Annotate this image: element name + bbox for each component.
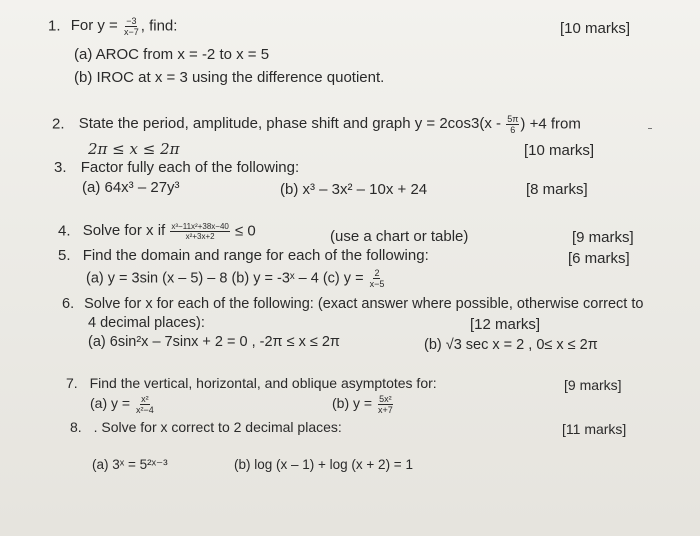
q4-stem-pre: Solve for x if <box>82 222 166 240</box>
q3-number: 3. <box>54 159 67 176</box>
q2-line <box>52 114 581 135</box>
q7-number: 7. <box>66 375 78 391</box>
q8-part-b: (b) log (x – 1) + log (x + 2) = 1 <box>234 457 413 472</box>
q4-stem-post: ≤ 0 <box>235 222 256 240</box>
q2-marks: [10 marks] <box>524 142 595 159</box>
q1-line <box>48 16 177 37</box>
q8-stem: . Solve for x correct to 2 decimal places: <box>93 419 342 435</box>
q5-frac-num: 2 <box>374 268 380 278</box>
q6-number: 6. <box>62 296 75 312</box>
q5-stem: Find the domain and range for each of the following: <box>82 247 429 264</box>
q2-stem-post: ) +4 from <box>520 115 581 133</box>
q7-line <box>66 374 437 392</box>
q3-line <box>54 159 299 177</box>
q3-part-b: (b) x³ – 3x² – 10x + 24 <box>280 181 428 198</box>
q5-parts-text: (a) y = 3sin (x – 5) – 8 (b) y = -3ˣ – 4 (c) y = <box>86 270 364 287</box>
q1-part-b: (b) IROC at x = 3 using the difference quotient. <box>74 69 385 86</box>
q7-part-a <box>90 394 156 415</box>
q5-line <box>58 247 429 265</box>
q3-part-a: (a) 64x³ – 27y³ <box>82 179 180 196</box>
q1-frac-den: x−7 <box>123 27 139 37</box>
q5-frac-den: x−5 <box>369 279 385 289</box>
q6-stem: Solve for x for each of the following: (exact answer where possible, otherwise correct to <box>84 296 644 312</box>
q4-line <box>58 222 256 241</box>
q1-stem-pre: For y = <box>70 17 118 35</box>
q8-line <box>70 418 342 436</box>
q2-stem-pre: State the period, amplitude, phase shift and graph y = 2cos3(x - <box>78 115 502 133</box>
q7-stem: Find the vertical, horizontal, and oblique asymptotes for: <box>89 375 437 391</box>
q1-frac-num: −3 <box>126 16 137 26</box>
q4-fraction <box>170 222 229 241</box>
q7-a-den: x²−4 <box>135 405 154 415</box>
q5-marks: [6 marks] <box>568 250 630 267</box>
q4-marks: [9 marks] <box>572 229 634 246</box>
q7-part-a-label: (a) y = <box>90 395 131 412</box>
q8-number: 8. <box>70 419 82 435</box>
q3-stem: Factor fully each of the following: <box>80 159 300 176</box>
q2-fraction <box>506 114 519 135</box>
q6-stem-line2: 4 decimal places): <box>88 315 205 331</box>
q2-frac-num: 5π <box>507 114 519 124</box>
q7-part-a-fraction <box>135 394 155 415</box>
q1-fraction <box>123 16 140 37</box>
stray-mark <box>648 128 652 129</box>
q7-part-b-label: (b) y = <box>332 395 373 412</box>
q2-domain: 2π ≤ x ≤ 2π <box>88 140 180 158</box>
q5-fraction <box>369 268 386 289</box>
q6-line <box>62 295 643 313</box>
q7-a-num: x² <box>141 394 149 404</box>
q8-part-a: (a) 3ˣ = 5²ˣ⁻³ <box>92 457 168 472</box>
q6-marks: [12 marks] <box>470 316 541 333</box>
q6-part-b: (b) √3 sec x = 2 , 0≤ x ≤ 2π <box>424 337 598 353</box>
q1-part-a: (a) AROC from x = -2 to x = 5 <box>74 46 270 63</box>
q7-b-den: x+7 <box>377 405 393 415</box>
q2-number: 2. <box>52 115 65 133</box>
q8-marks: [11 marks] <box>562 421 627 437</box>
q7-marks: [9 marks] <box>564 377 622 393</box>
q7-part-b <box>332 394 395 415</box>
q1-marks: [10 marks] <box>560 20 631 37</box>
q6-part-a: (a) 6sin²x – 7sinx + 2 = 0 , -2π ≤ x ≤ 2π <box>88 334 340 350</box>
q4-hint: (use a chart or table) <box>330 228 469 245</box>
q7-b-num: 5x² <box>379 394 392 404</box>
q5-number: 5. <box>58 247 71 264</box>
q1-number: 1. <box>48 17 61 35</box>
q7-part-b-fraction <box>377 394 394 415</box>
q4-number: 4. <box>58 222 71 240</box>
q1-stem-post: , find: <box>140 17 178 35</box>
q5-parts <box>86 268 386 289</box>
q3-marks: [8 marks] <box>526 181 588 198</box>
q4-frac-den: x²+3x+2 <box>185 232 215 241</box>
q4-frac-num: x³−11x²+38x−40 <box>171 222 229 231</box>
q2-frac-den: 6 <box>510 125 516 135</box>
